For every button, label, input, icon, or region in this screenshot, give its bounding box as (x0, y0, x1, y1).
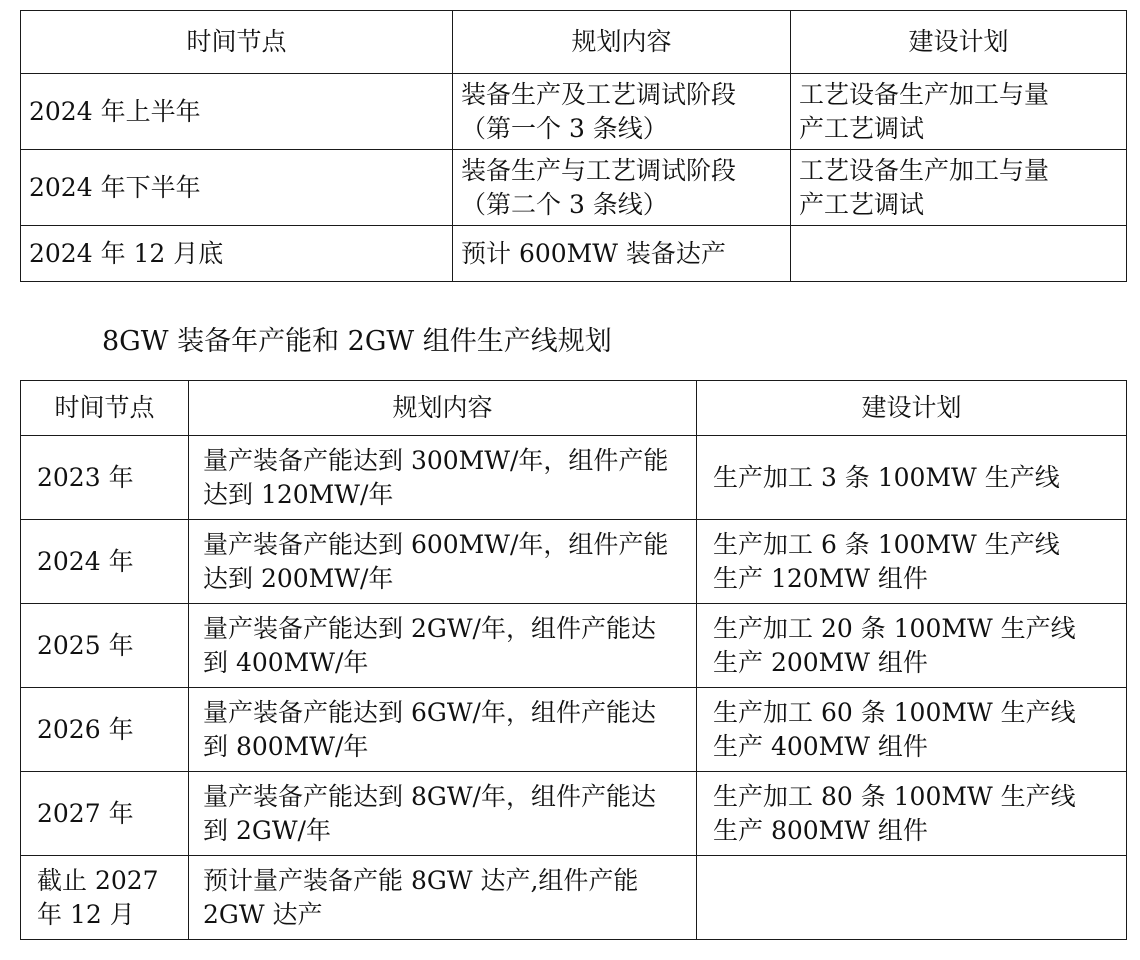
content-cell (189, 688, 697, 772)
content-line: 到 400MW/年 (203, 647, 369, 677)
time-cell: 2024 年 12 月底 (21, 226, 453, 282)
content-line: （第一个 3 条线） (461, 113, 668, 143)
plan-line: 生产 200MW 组件 (713, 647, 928, 677)
content-line: 量产装备产能达到 600MW/年，组件产能 (203, 529, 669, 559)
content-line: 到 2GW/年 (203, 815, 331, 845)
plan-cell (697, 436, 1127, 520)
time-line: 2027 年 (37, 798, 134, 828)
header-plan-content: 规划内容 (189, 381, 697, 436)
content-line: 达到 200MW/年 (203, 563, 394, 593)
table-row (21, 226, 1127, 282)
content-line: 预计 600MW 装备达产 (461, 238, 726, 268)
content-line: 量产装备产能达到 6GW/年，组件产能达 (203, 697, 656, 727)
table-row (21, 150, 1127, 226)
content-line: 量产装备产能达到 2GW/年，组件产能达 (203, 613, 656, 643)
time-cell: 2024 年下半年 (21, 150, 453, 226)
table-row (21, 436, 1127, 520)
plan-cell (791, 74, 1127, 150)
plan-line: 工艺设备生产加工与量 (799, 155, 1050, 185)
header-construction-plan: 建设计划 (791, 11, 1127, 74)
table-row (21, 856, 1127, 940)
time-line: 2025 年 (37, 630, 134, 660)
content-line: 装备生产及工艺调试阶段 (461, 79, 737, 109)
time-cell (21, 688, 189, 772)
time-line: 2023 年 (37, 462, 134, 492)
content-cell (453, 74, 791, 150)
plan-cell-empty (697, 856, 1127, 940)
header-plan-content: 规划内容 (453, 11, 791, 74)
table-row (21, 74, 1127, 150)
schedule-table-2024 (20, 10, 1127, 282)
content-cell (189, 772, 697, 856)
plan-line: 生产 400MW 组件 (713, 731, 928, 761)
time-cell (21, 856, 189, 940)
plan-cell (697, 772, 1127, 856)
time-cell (21, 772, 189, 856)
content-line: 量产装备产能达到 8GW/年，组件产能达 (203, 781, 656, 811)
plan-line: 生产加工 20 条 100MW 生产线 (713, 613, 1076, 643)
content-cell (453, 226, 791, 282)
header-time-node: 时间节点 (21, 381, 189, 436)
content-line: 2GW 达产 (203, 899, 323, 929)
plan-line: 产工艺调试 (799, 189, 925, 219)
plan-cell (697, 520, 1127, 604)
plan-line: 生产加工 60 条 100MW 生产线 (713, 697, 1076, 727)
time-line: 2024 年 (37, 546, 134, 576)
plan-line: 生产加工 6 条 100MW 生产线 (713, 529, 1060, 559)
table-row (21, 520, 1127, 604)
table-row (21, 688, 1127, 772)
time-cell: 2024 年上半年 (21, 74, 453, 150)
content-line: 到 800MW/年 (203, 731, 369, 761)
plan-cell-empty (791, 226, 1127, 282)
content-line: 预计量产装备产能 8GW 达产,组件产能 (203, 865, 639, 895)
capacity-plan-table (20, 380, 1127, 940)
time-line: 截止 2027 (37, 865, 159, 895)
plan-cell (697, 688, 1127, 772)
table-header-row (21, 11, 1127, 74)
table-row (21, 772, 1127, 856)
table-caption: 8GW 装备年产能和 2GW 组件生产线规划 (102, 326, 612, 357)
time-line: 年 12 月 (37, 899, 135, 929)
plan-line: 工艺设备生产加工与量 (799, 79, 1050, 109)
content-cell (453, 150, 791, 226)
plan-line: 生产加工 80 条 100MW 生产线 (713, 781, 1076, 811)
time-line: 2026 年 (37, 714, 134, 744)
plan-cell (697, 604, 1127, 688)
content-cell (189, 604, 697, 688)
time-cell (21, 520, 189, 604)
header-time-node: 时间节点 (21, 11, 453, 74)
content-cell (189, 856, 697, 940)
time-cell (21, 604, 189, 688)
plan-line: 生产 120MW 组件 (713, 563, 928, 593)
header-construction-plan: 建设计划 (697, 381, 1127, 436)
table-row (21, 604, 1127, 688)
plan-line: 生产加工 3 条 100MW 生产线 (713, 462, 1060, 492)
content-line: 量产装备产能达到 300MW/年，组件产能 (203, 445, 669, 475)
content-cell (189, 436, 697, 520)
time-cell (21, 436, 189, 520)
content-line: （第二个 3 条线） (461, 189, 668, 219)
plan-line: 产工艺调试 (799, 113, 925, 143)
plan-line: 生产 800MW 组件 (713, 815, 928, 845)
table-header-row (21, 381, 1127, 436)
content-line: 装备生产与工艺调试阶段 (461, 155, 737, 185)
plan-cell (791, 150, 1127, 226)
content-line: 达到 120MW/年 (203, 479, 394, 509)
content-cell (189, 520, 697, 604)
